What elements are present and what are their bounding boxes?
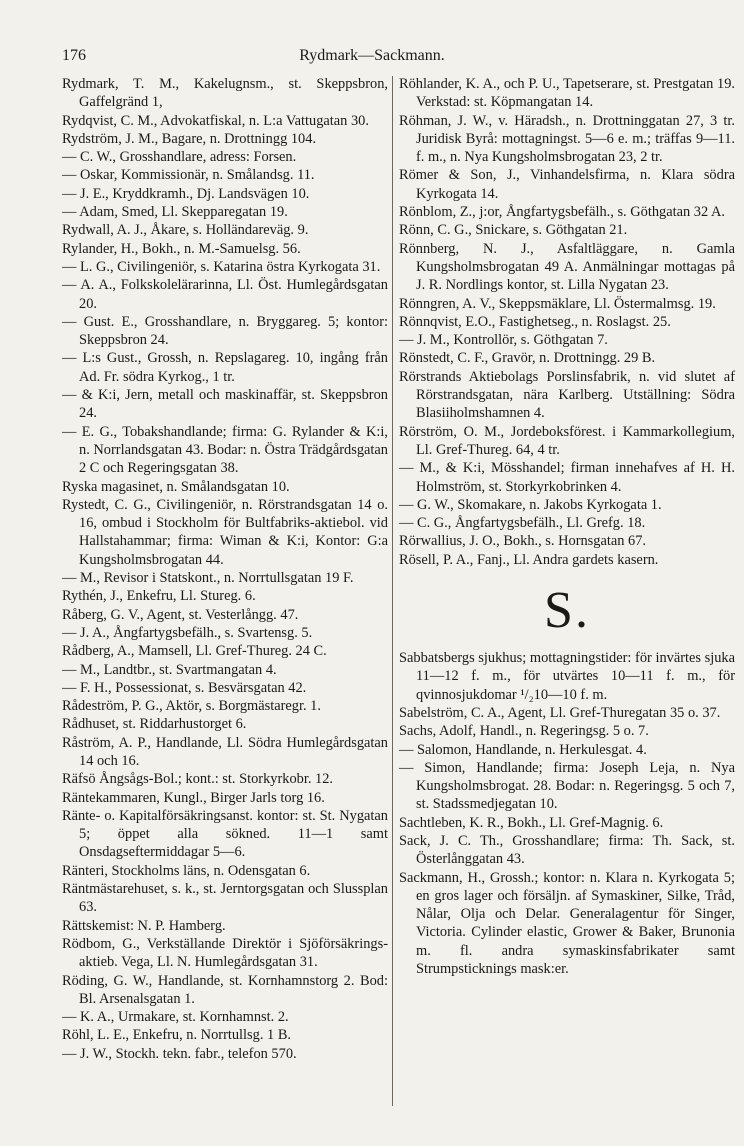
directory-entry: Ränte- o. Kapitalförsäkringsanst. kontor: st. St. Nygatan 5; öppet alla sökned. 11—1 samt Onsdagseftermiddagar 5—6. (62, 807, 388, 861)
directory-entry: Röding, G. W., Handlande, st. Kornhamnstorg 2. Bod: Bl. Arsenalsgatan 1. (62, 972, 388, 1007)
directory-entry: Sack, J. C. Th., Grosshandlare; firma: Th. Sack, st. Österlånggatan 43. (399, 832, 735, 868)
directory-entry: Röhman, J. W., v. Häradsh., n. Drottninggatan 27, 3 tr. Juridisk Byrå: mottagningst. 5—6 e. m.; träffas 9—11. f. m., n. Nya Kungsholmsbrogatan 23, 2 tr. (399, 112, 735, 166)
directory-entry: Sabelström, C. A., Agent, Ll. Gref-Thuregatan 35 o. 37. (399, 704, 721, 721)
directory-entry: — M., & K:i, Mösshandel; firman innehafves af H. H. Holmström, st. Storkyrkobrinken 4. (399, 460, 735, 495)
directory-entry: — J. W., Stockh. tekn. fabr., telefon 570. (62, 1045, 297, 1062)
directory-entry: Rydström, J. M., Bagare, n. Drottningg 104. (62, 130, 317, 147)
directory-entry: Rönnberg, N. J., Asfaltläggare, n. Gamla Kungsholmsbrogatan 49 A. Anmälningar mottagas på J. R. Nordlings kontor, st. Lilla Nygatan 23. (399, 240, 735, 294)
directory-entry: Sachs, Adolf, Handl., n. Regeringsg. 5 o. 7. (399, 723, 649, 740)
directory-entry: — L:s Gust., Grossh, n. Repslagareg. 10, ingång från Ad. Fr. södra Kyrkog., 1 tr. (62, 350, 388, 385)
directory-entry: — L. G., Civilingeniör, s. Katarina östra Kyrkogata 31. (62, 258, 381, 275)
directory-entry: Rönngren, A. V., Skeppsmäklare, Ll. Östermalmsg. 19. (399, 295, 716, 312)
directory-entry: — A. A., Folkskolelärarinna, Ll. Öst. Humlegårdsgatan 20. (62, 277, 388, 312)
directory-entry: Räntmästarehuset, s. k., st. Jerntorgsgatan och Slussplan 63. (62, 881, 388, 916)
directory-entry: — K. A., Urmakare, st. Kornhamnst. 2. (62, 1009, 289, 1026)
directory-entry: Rythén, J., Enkefru, Ll. Stureg. 6. (62, 588, 256, 605)
directory-entry: Ränteri, Stockholms läns, n. Odensgatan 6. (62, 862, 311, 879)
directory-entry: Rättskemist: N. P. Hamberg. (62, 917, 226, 934)
directory-entry: Ryska magasinet, n. Smålandsgatan 10. (62, 478, 290, 495)
directory-entry: Römer & Son, J., Vinhandelsfirma, n. Klara södra Kyrkogata 14. (399, 167, 735, 202)
directory-entry: — Salomon, Handlande, n. Herkulesgat. 4. (399, 741, 647, 758)
directory-entry: Sachtleben, K. R., Bokh., Ll. Gref-Magnig. 6. (399, 814, 664, 831)
directory-entry: Rydmark, T. M., Kakelugnsm., st. Skeppsbron, Gaffelgränd 1, (62, 76, 388, 111)
directory-entry: — & K:i, Jern, metall och maskinaffär, st. Skeppsbron 24. (62, 387, 388, 422)
directory-entry: Röhl, L. E., Enkefru, n. Norrtullsg. 1 B. (62, 1027, 292, 1044)
directory-entry: Rönblom, Z., j:or, Ångfartygsbefälh., s. Göthgatan 32 A. (399, 204, 725, 221)
left-column (62, 75, 388, 1063)
directory-entry: Rydwall, A. J., Åkare, s. Holländareväg. 9. (62, 222, 309, 239)
directory-entry: — G. W., Skomakare, n. Jakobs Kyrkogata 1. (399, 496, 662, 513)
directory-entry: Rydqvist, C. M., Advokatfiskal, n. L:a Vattugatan 30. (62, 112, 369, 129)
right-column (399, 75, 735, 978)
page-header (0, 47, 744, 69)
section-letter: S. (544, 582, 590, 640)
directory-entry: — J. A., Ångfartygsbefälh., s. Svartensg. 5. (62, 624, 313, 641)
directory-entry: Räfsö Ångsågs-Bol.; kont.: st. Storkyrkobr. 12. (62, 771, 334, 788)
directory-entry: Röhlander, K. A., och P. U., Tapetserare, st. Prestgatan 19. Verkstad: st. Köpmangatan 14. (399, 76, 735, 111)
directory-entry: — Simon, Handlande; firma: Joseph Leja, n. Nya Kungsholmsbrogat. 28. Bodar: n. Regeringsg. 5 och 7, st. Stadssmedjegatan 10. (399, 759, 735, 813)
right-column-entries-r (399, 75, 735, 569)
directory-entry: Rösell, P. A., Fanj., Ll. Andra gardets kasern. (399, 551, 659, 568)
directory-entry: — C. W., Grosshandlare, adress: Forsen. (62, 149, 297, 166)
directory-entry: Rörwallius, J. O., Bokh., s. Hornsgatan 67. (399, 533, 647, 550)
directory-entry: — Oskar, Kommissionär, n. Smålandsg. 11. (62, 167, 315, 184)
directory-entry: Rörstrands Aktiebolags Porslinsfabrik, n. vid slutet af Rörstrandsgatan, nära Karlberg. Utställning: Södra Blasiiholmshamnen 4. (399, 368, 735, 422)
directory-entry: — Gust. E., Grosshandlare, n. Bryggareg. 5; kontor: Skeppsbron 24. (62, 313, 388, 349)
right-column-entries-s (399, 649, 735, 978)
directory-entry: Rådhuset, st. Riddarhustorget 6. (62, 716, 247, 733)
directory-entry: — M., Revisor i Statskont., n. Norrtullsgatan 19 F. (62, 570, 354, 587)
directory-entry: — J. E., Kryddkramh., Dj. Landsvägen 10. (62, 185, 310, 202)
directory-entry: Rådeström, P. G., Aktör, s. Borgmästaregr. 1. (62, 698, 321, 715)
directory-entry: Råström, A. P., Handlande, Ll. Södra Humlegårdsgatan 14 och 16. (62, 734, 388, 769)
directory-entry: — C. G., Ångfartygsbefälh., Ll. Grefg. 18. (399, 515, 646, 532)
directory-entry: Sabbatsbergs sjukhus; mottagningstider: för invärtes sjuka 11—12 f. m., för utvärtes 10—11 f. m., för qvinnosjukdomar ¹/₂10—10 f. m. (399, 650, 735, 703)
directory-entry: Rönnqvist, E.O., Fastighetseg., n. Roslagst. 25. (399, 313, 671, 330)
directory-entry: Rönn, C. G., Snickare, s. Göthgatan 21. (399, 222, 628, 239)
directory-entry: — Adam, Smed, Ll. Skepparegatan 19. (62, 204, 288, 221)
running-head: Rydmark—Sackmann. (299, 47, 445, 64)
directory-entry: Rådberg, A., Mamsell, Ll. Gref-Thureg. 24 C. (62, 643, 327, 660)
directory-entry: Räntekammaren, Kungl., Birger Jarls torg 16. (62, 789, 325, 806)
page-number: 176 (62, 47, 86, 64)
directory-entry: Råberg, G. V., Agent, st. Vesterlångg. 47. (62, 606, 299, 623)
directory-entry: — E. G., Tobakshandlande; firma: G. Rylander & K:i, n. Norrlandsgatan 43. Bodar: n. Östra Trädgårdsgatan 2 C och Regeringsgatan 38. (62, 423, 388, 477)
directory-entry: Rödbom, G., Verkställande Direktör i Sjöförsäkrings-aktieb. Vega, Ll. N. Humlegårdsgatan 31. (62, 935, 388, 971)
column-divider (392, 76, 393, 1106)
directory-entry: — J. M., Kontrollör, s. Göthgatan 7. (399, 332, 608, 349)
directory-entry: Rylander, H., Bokh., n. M.-Samuelsg. 56. (62, 240, 301, 257)
directory-entry: Rörström, O. M., Jordeboksförest. i Kammarkollegium, Ll. Gref-Thureg. 64, 4 tr. (399, 423, 735, 458)
directory-entry: — F. H., Possessionat, s. Besvärsgatan 42. (62, 679, 307, 696)
directory-entry: Rönstedt, C. F., Gravör, n. Drottningg. 29 B. (399, 350, 656, 367)
directory-entry: Rystedt, C. G., Civilingeniör, n. Rörstrandsgatan 14 o. 16, ombud i Stockholm för Bultfabriks-aktiebol. vid Hallstahammar; firma: Wiman & K:i, Kontor: G:a Kungsholmsbrogatan 44. (62, 496, 388, 568)
directory-entry: Sackmann, H., Grossh.; kontor: n. Klara n. Kyrkogata 5; en gros lager och försäljn. af Symaskiner, Silke, Tråd, Nålar, Olja och Delar. Generalagentur för Singer, Victoria. Cylinder elastic, Grower & Baker, Brunonia m. fl. andra symaskinsfabrikater samt Strumpsticknings mask:er. (399, 869, 735, 978)
directory-entry: — M., Landtbr., st. Svartmangatan 4. (62, 661, 277, 678)
